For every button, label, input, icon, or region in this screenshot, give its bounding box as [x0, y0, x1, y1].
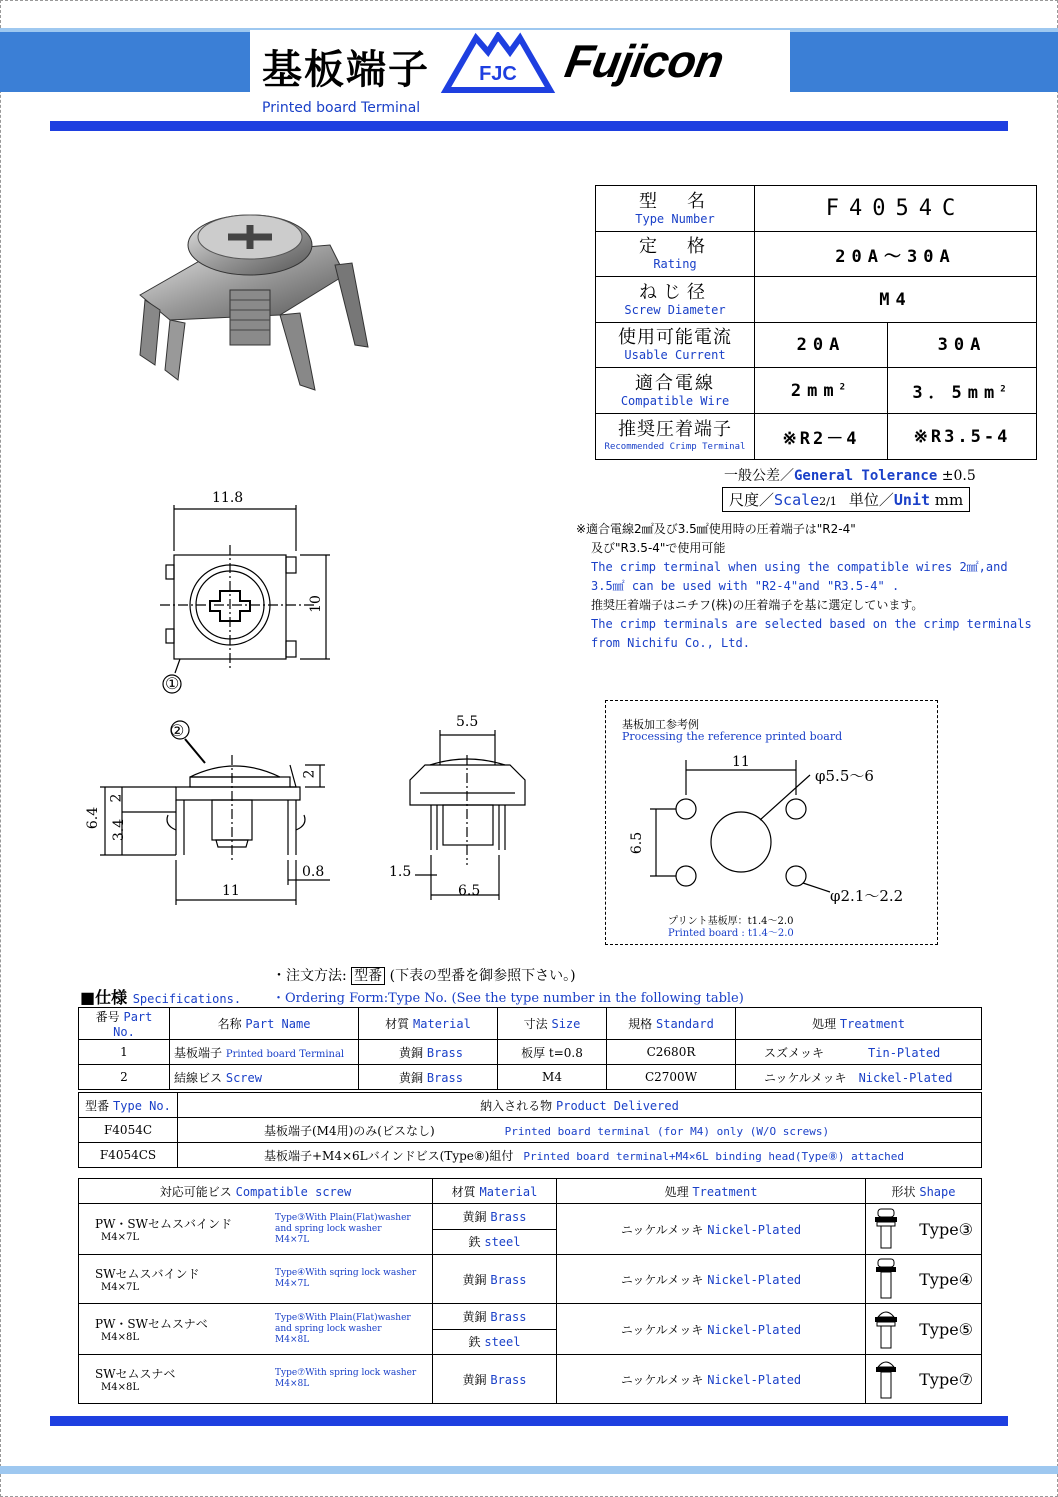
spec-value-rating: 20A～30A: [755, 232, 1037, 277]
spec-value-current-a: 20A: [755, 323, 888, 368]
spec-row-rating: [596, 232, 1037, 277]
spec-row-crimp: [596, 414, 1037, 460]
board-thickness-jp: プリント基板厚：t1.4～2.0: [668, 916, 794, 927]
dim-2-side: 2: [108, 793, 125, 803]
parts-header-row: 番号 Part No. 名称 Part Name 材質 Material 寸法 Size 規格 Standard 処理 Treatment: [79, 1008, 982, 1040]
fjc-logo-text: FJC: [479, 63, 517, 85]
spec-row-type: [596, 186, 1037, 232]
footer-rule: [50, 1416, 1008, 1426]
spec-value-screw: M4: [755, 277, 1037, 323]
ordering-jp: ・注文方法: 型番 (下表の型番を御参照下さい。): [272, 968, 576, 984]
spec-label-crimp: 推奨圧着端子 Recommended Crimp Terminal: [596, 414, 755, 460]
screw-row-type4: SWセムスバインド M4×7L Type④With sqring lock washer M4×7L 黄銅 Brass ニッケルメッキ Nickel-Plated Type④: [79, 1255, 982, 1304]
dim-5-5: 5.5: [456, 714, 479, 730]
dim-3-4: 3.4: [111, 818, 128, 842]
type-table: [78, 1092, 982, 1168]
spec-row-screw: [596, 277, 1037, 323]
screw-row-type3: PW・SWセムスバインド M4×7L Type③With Plain(Flat)washer and spring lock washer M4×7L 黄銅 Brass ニッケルメッキ Nickel-Plated Type③: [79, 1204, 982, 1230]
fjc-logo: [440, 32, 556, 94]
spec-label-screw: ねじ径 Screw Diameter: [596, 277, 755, 323]
board-title-en: Processing the reference printed board: [622, 730, 843, 743]
spec-row-wire: [596, 368, 1037, 414]
spec-value-wire-b: 3．$5mm^2$: [888, 368, 1037, 414]
spec-label-current: 使用可能電流 Usable Current: [596, 323, 755, 368]
screw-row-type5: PW・SWセムスナベ M4×8L Type⑤With Plain(Flat)washer and spring lock washer M4×8L 黄銅 Brass ニッケルメッキ Nickel-Plated Type⑤: [79, 1304, 982, 1330]
mark-2: ②: [170, 721, 185, 740]
spec-table: [595, 185, 1037, 460]
board-dim-6-5: 6.5: [629, 831, 646, 855]
board-dim-hole-small: φ2.1～2.2: [830, 887, 904, 905]
spec-value-current-b: 30A: [888, 323, 1037, 368]
header-rule: [50, 121, 1008, 131]
dim-1-5: 1.5: [389, 864, 412, 880]
dim-11-8: 11.8: [212, 490, 244, 506]
dim-6-5-front: 6.5: [458, 883, 481, 899]
spec-label-type: 型 名 Type Number: [596, 186, 755, 232]
ordering-en: ・Ordering Form:Type No. (See the type number in the following table): [272, 991, 744, 1006]
screw-header-row: 対応可能ビス Compatible screw 材質 Material 処理 Treatment 形状 Shape: [79, 1179, 982, 1204]
spec-row-current: [596, 323, 1037, 368]
spec-label-wire: 適合電線 Compatible Wire: [596, 368, 755, 414]
spec-value-crimp-a: ※R2－4: [755, 414, 888, 460]
spec-label-rating: 定 格 Rating: [596, 232, 755, 277]
parts-row-2: 2 結線ビス Screw 黄銅 Brass M4 C2700W ニッケルメッキ Nickel-Plated: [79, 1065, 982, 1090]
board-thickness-en: Printed board : t1.4～2.0: [668, 928, 794, 939]
spec-value-crimp-b: ※R3.5-4: [888, 414, 1037, 460]
type-row-f4054c: F4054C 基板端子(M4用)のみ(ビスなし) Printed board terminal (for M4) only (W/O screws): [79, 1118, 982, 1143]
dim-2-top: 2: [301, 769, 318, 779]
screw-type7-icon: [874, 1357, 898, 1401]
page-subtitle: Printed board Terminal: [262, 100, 421, 116]
dim-11-side: 11: [222, 883, 240, 899]
type-row-f4054cs: F4054CS 基板端子+M4×6Lバインドビス(Type⑧)組付 Printed board terminal+M4×6L binding head(Type⑧) attached: [79, 1143, 982, 1168]
mark-1: ①: [165, 674, 180, 693]
spec-value-wire-a: $2mm^2$: [755, 368, 888, 414]
product-photo: [130, 195, 370, 395]
spec-section-title: ■仕様 Specifications.: [80, 988, 242, 1007]
board-dim-11: 11: [732, 754, 750, 770]
board-dim-hole-large: φ5.5～6: [815, 767, 874, 785]
screw-type5-icon: [874, 1307, 898, 1351]
footer-light-band: [0, 1466, 1058, 1474]
type-header-row: 型番 Type No. 納入される物 Product Delivered: [79, 1093, 982, 1118]
dim-0-8: 0.8: [302, 864, 325, 880]
parts-table: [78, 1007, 982, 1090]
screw-type3-icon: [874, 1207, 898, 1251]
board-title-jp: 基板加工参考例: [622, 718, 699, 731]
brand-logo: Fujicon: [561, 35, 728, 87]
crimp-notes: ※適合電線2㎟及び3.5㎟使用時の圧着端子は"R2-4" 及び"R3.5-4"で使用可能 The crimp terminal when using the compatible wires 2㎟,and 3.5㎟ can be used with "R2-4"and "R3.5-4" . 推奨圧着端子はニチフ(株)の圧着端子を基に選定しています。 The crimp terminals are selected based on the crimp terminals from Nichifu Co., Ltd.: [576, 522, 1032, 650]
screw-row-type7: SWセムスナベ M4×8L Type⑦With spring lock washer M4×8L 黄銅 Brass ニッケルメッキ Nickel-Plated Type⑦: [79, 1355, 982, 1404]
dim-6-4: 6.4: [85, 806, 102, 830]
screw-type4-icon: [874, 1257, 898, 1301]
parts-row-1: 1 基板端子 Printed board Terminal 黄銅 Brass 板厚 t=0.8 C2680R スズメッキ Tin-Plated: [79, 1040, 982, 1065]
general-tolerance: 一般公差／General Tolerance ±0.5: [724, 468, 976, 484]
page-title: 基板端子: [262, 47, 430, 93]
dim-10: 10: [307, 595, 324, 613]
side-view-drawing: [80, 715, 350, 910]
screw-table: 対応可能ビス Compatible screw 材質 Material 処理 Treatment 形状 Shape PW・SWセムスバインド M4×7L Type③With Plain(Flat)washer and spring lock washer M4×7L 黄銅 Brass ニッケルメッキ Nickel-Plated Type③ 鉄 steel SWセムスバインド M4×7L Type④With sqring lock washer M4×7L 黄銅 Brass ニッケルメッキ Nickel-Plated Type④ PW・SWセムスナベ M4×8L Type⑤With Plain(Flat)washer and spring lock washer M4×8L 黄銅 Brass ニッケルメッキ Nickel-Plated Type⑤ 鉄 steel SWセムスナベ M4×8L Type⑦With spring lock washer M4×8L 黄銅 Brass ニッケルメッキ Nickel-Plated Type⑦: [78, 1178, 982, 1404]
scale-unit-box: 尺度／Scale2/1 単位／Unit mm: [722, 487, 970, 512]
spec-value-type: F4054C: [755, 186, 1037, 232]
